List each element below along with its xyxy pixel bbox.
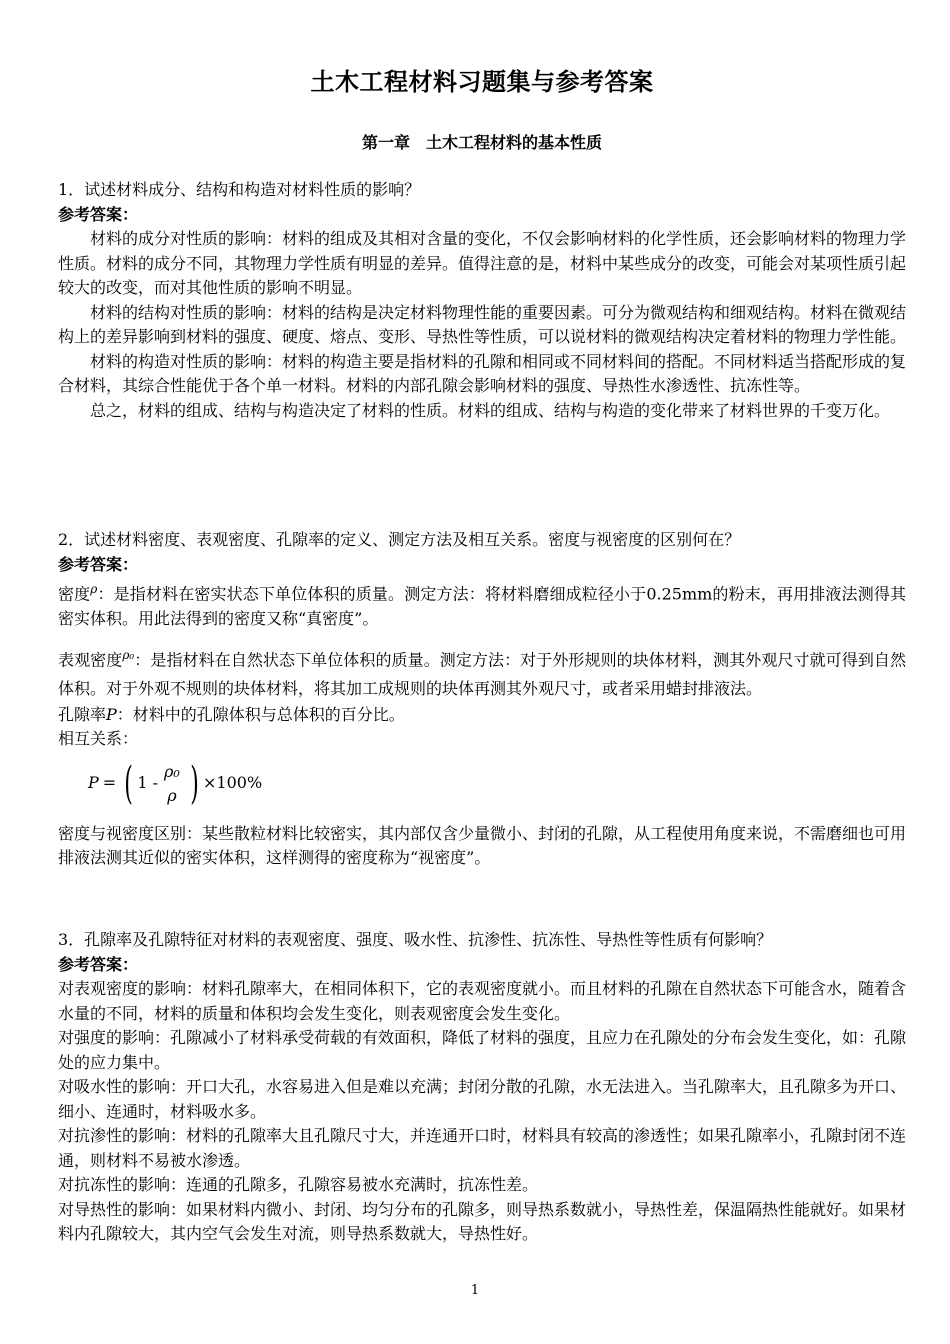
formula-equals: =	[102, 773, 117, 793]
apparent-density-definition	[58, 641, 906, 702]
apparent-density-text: ：是指材料在自然状态下单位体积的质量。测定方法：对于外形规则的块体材料，测其外观尺寸就可得到自然体积。对于外观不规则的块体材料，将其加工成规则的块体再测其外观尺寸，或者采用蜡封排液法。	[58, 650, 906, 698]
porosity-formula	[88, 756, 906, 812]
porosity-text: ：材料中的孔隙体积与总体积的百分比。	[116, 704, 405, 724]
formula-right-paren: )	[190, 757, 199, 809]
q3-answer-para-1: 对表观密度的影响：材料孔隙率大，在相同体积下，它的表观密度就小。而且材料的孔隙在自然状态下可能含水，随着含水量的不同，材料的质量和体积均会发生变化，则表观密度会发生变化。	[58, 979, 907, 1023]
porosity-definition	[58, 703, 906, 728]
question-1-section	[58, 178, 906, 423]
chapter-heading: 第一章 土木工程材料的基本性质	[361, 133, 602, 152]
q3-answer-para-5: 对抗冻性的影响：连通的孔隙多，孔隙容易被水充满时，抗冻性差。	[58, 1175, 539, 1194]
q1-answer-para-2: 材料的结构对性质的影响：材料的结构是决定材料物理性能的重要因素。可分为微观结构和细观结构。材料在微观结构上的差异影响到材料的强度、硬度、熔点、变形、导热性等性质，可以说材料的微观结构决定着材料的物理力学性能。	[58, 302, 907, 346]
apparent-density-prefix: 表观密度	[58, 650, 123, 670]
formula-denominator: ρ	[167, 785, 177, 805]
question-1: 1．试述材料成分、结构和构造对材料性质的影响？	[58, 180, 421, 199]
density-distinction: 密度与视密度区别：某些散粒材料比较密实，其内部仅含少量微小、封闭的孔隙，从工程使用角度来说，不需磨细也可用排液法测其近似的密实体积，这样测得的密度称为“视密度”。	[58, 823, 907, 868]
question-3: 3．孔隙率及孔隙特征对材料的表观密度、强度、吸水性、抗渗性、抗冻性、导热性等性质有何影响？	[58, 930, 773, 949]
porosity-prefix: 孔隙率	[58, 704, 107, 724]
q3-answer-para-2: 对强度的影响：孔隙减小了材料承受荷载的有效面积，降低了材料的强度，且应力在孔隙处的分布会发生变化，如：孔隙处的应力集中。	[58, 1028, 907, 1072]
q1-answer-para-3: 材料的构造对性质的影响：材料的构造主要是指材料的孔隙和相同或不同材料间的搭配。不同材料适当搭配形成的复合材料，其综合性能优于各个单一材料。材料的内部孔隙会影响材料的强度、导热性水渗透性、抗冻性等。	[58, 351, 907, 395]
q3-answer-para-6: 对导热性的影响：如果材料内微小、封闭、均匀分布的孔隙多，则导热系数就小，导热性差，保温隔热性能就好。如果材料内孔隙较大，其内空气会发生对流，则导热系数就大，导热性好。	[58, 1199, 907, 1243]
formula-numerator: ρ₀	[164, 761, 180, 781]
q3-answer-para-4: 对抗渗性的影响：材料的孔隙率大且孔隙尺寸大，并连通开口时，材料具有较高的渗透性；如果孔隙率小，孔隙封闭不连通，则材料不易被水渗透。	[58, 1126, 907, 1170]
page-number: 1	[470, 1283, 480, 1298]
density-symbol: ρ	[90, 582, 98, 596]
porosity-symbol: P	[106, 704, 117, 724]
formula-one-minus: 1 -	[137, 773, 159, 793]
answer-label-1: 参考答案：	[58, 204, 139, 224]
formula-times: ×100%	[203, 773, 263, 793]
formula-fraction	[160, 760, 184, 808]
formula-lhs: P	[88, 773, 99, 793]
answer-label-2: 参考答案：	[58, 554, 139, 574]
density-definition	[58, 577, 906, 631]
answer-label-3: 参考答案：	[58, 954, 139, 974]
relation-label: 相互关系：	[58, 729, 139, 749]
formula-left-paren: (	[124, 757, 134, 809]
q1-answer-para-1: 材料的成分对性质的影响：材料的组成及其相对含量的变化，不仅会影响材料的化学性质，还会影响材料的物理力学性质。材料的成分不同，其物理力学性质有明显的差异。值得注意的是，材料中某些成分的改变，可能会对某项性质引起较大的改变，而对其他性质的影响不明显。	[58, 229, 907, 297]
question-2: 2．试述材料密度、表观密度、孔隙率的定义、测定方法及相互关系。密度与视密度的区别何在？	[58, 530, 741, 549]
apparent-density-symbol: ρ₀	[122, 648, 135, 663]
question-3-section	[58, 928, 906, 1247]
q3-answer-para-3: 对吸水性的影响：开口大孔，水容易进入但是难以充满；封闭分散的孔隙，水无法进入。当孔隙率大，且孔隙多为开口、细小、连通时，材料吸水多。	[58, 1077, 907, 1121]
question-2-section	[58, 528, 906, 871]
q1-answer-para-4: 总之，材料的组成、结构与构造决定了材料的性质。材料的组成、结构与构造的变化带来了材料世界的千变万化。	[90, 400, 891, 420]
document-title: 土木工程材料习题集与参考答案	[310, 67, 654, 96]
density-prefix: 密度	[58, 584, 91, 604]
density-text: ：是指材料在密实状态下单位体积的质量。测定方法：将材料磨细成粒径小于0.25mm的粉末，再用排液法测得其密实体积。用此法得到的密度又称“真密度”。	[58, 584, 906, 628]
